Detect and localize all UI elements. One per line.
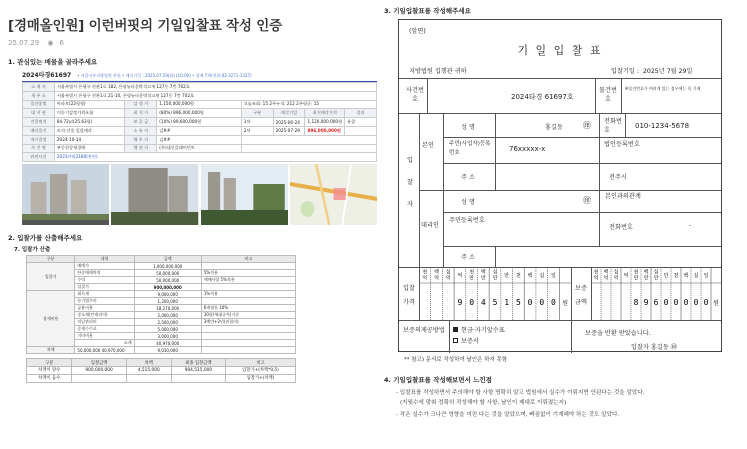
section3-title: 3. 기일입찰표를 작성해주세요 bbox=[384, 7, 471, 15]
note: ** 참고) 문서로 작성하여 날인은 하지 못함 bbox=[404, 357, 508, 363]
svg-text:백: 백 bbox=[527, 273, 533, 279]
deposit-method-label: 보증의제공방법 bbox=[403, 327, 445, 334]
svg-text:만: 만 bbox=[663, 273, 669, 279]
post-views: 6 bbox=[59, 39, 64, 47]
svg-text:천: 천 bbox=[515, 273, 521, 279]
svg-text:만: 만 bbox=[633, 275, 639, 282]
case-header bbox=[22, 70, 377, 82]
bid-price-digit: 4 bbox=[480, 298, 486, 307]
bid-price-label: 입찰가격 bbox=[403, 285, 415, 306]
agent-phone-label: 전화번호 bbox=[609, 224, 633, 231]
method-cash-option[interactable]: 현금·자기앞수표 bbox=[453, 325, 505, 334]
phone-label: 전화번호 bbox=[604, 118, 622, 134]
reflection-1: - 입찰표를 작성하면서 주의해야 할 사항 명확히 알고 법원에서 실수가 이뤄지면 안된다는 것을 알았다. bbox=[396, 390, 645, 396]
reflection-3: - 작은 실수가 크나큰 영향을 미친 다는 것을 알았으며, 빠짐없이 기재해야 하는 것도 알았다. bbox=[396, 412, 620, 418]
svg-text:억: 억 bbox=[445, 275, 451, 282]
return-text: 보증을 반환 받았습니다. bbox=[585, 330, 651, 337]
post-meta bbox=[8, 39, 369, 47]
svg-text:천: 천 bbox=[469, 269, 475, 276]
address-label: 주 소 bbox=[461, 174, 475, 181]
svg-text:억: 억 bbox=[603, 275, 609, 282]
address-value: 전주시 bbox=[609, 174, 627, 181]
location-map[interactable] bbox=[290, 164, 377, 225]
deposit-digit: 8 bbox=[633, 298, 639, 307]
bid-price-won: 원 bbox=[562, 300, 569, 307]
bid-date: 2025년 7월 29일 bbox=[643, 68, 693, 75]
svg-text:억: 억 bbox=[457, 273, 463, 279]
svg-text:백: 백 bbox=[643, 269, 649, 276]
id-value: 76xxxxx-x bbox=[509, 145, 546, 153]
auction-info bbox=[22, 70, 377, 225]
deposit-digit: 0 bbox=[673, 298, 679, 307]
right-panel bbox=[380, 0, 747, 449]
deposit-digit: 0 bbox=[703, 298, 709, 307]
deposit-grid bbox=[591, 267, 721, 320]
svg-text:일: 일 bbox=[703, 273, 709, 279]
svg-text:만: 만 bbox=[469, 275, 475, 282]
phone-value: 010-1234-5678 bbox=[635, 122, 690, 130]
deposit-digit: 6 bbox=[653, 298, 659, 307]
section4-title: 4. 기일입찰표를 작성해보면서 느낀점 bbox=[384, 376, 492, 384]
corp-id-label: 법인등록번호 bbox=[604, 141, 640, 148]
bidder-signature: 입찰자 홍길동 ㊞ bbox=[631, 344, 677, 351]
svg-text:십: 십 bbox=[653, 269, 659, 276]
property-photos bbox=[22, 164, 377, 225]
svg-text:십: 십 bbox=[492, 269, 498, 276]
svg-text:만: 만 bbox=[643, 275, 649, 282]
svg-text:억: 억 bbox=[623, 273, 629, 279]
checked-box-icon bbox=[453, 327, 458, 332]
section1-title: 1. 관심있는 매물을 골라주세요 bbox=[8, 58, 98, 66]
svg-text:억: 억 bbox=[422, 275, 428, 282]
deposit-digit: 9 bbox=[643, 298, 649, 307]
item-number-label: 물건번호 bbox=[599, 87, 617, 103]
svg-text:만: 만 bbox=[504, 273, 510, 279]
deposit-digit: 0 bbox=[693, 298, 699, 307]
agent-address-label: 주 소 bbox=[461, 254, 475, 261]
svg-text:천: 천 bbox=[593, 269, 599, 276]
svg-text:십: 십 bbox=[445, 269, 451, 276]
agent-phone-value: - bbox=[689, 222, 692, 229]
svg-text:백: 백 bbox=[480, 269, 486, 276]
post-title: [경매올인원] 이런버핏의 기일입찰표 작성 인증 bbox=[8, 18, 282, 34]
bidder-label: 입찰자 bbox=[407, 157, 413, 208]
case-title: 2024타경61697 bbox=[22, 72, 72, 79]
apartment-photo-3[interactable] bbox=[201, 164, 288, 225]
svg-text:십: 십 bbox=[693, 273, 699, 279]
case-number-label: 사건번호 bbox=[406, 87, 424, 103]
agent-label: 대리인 bbox=[421, 222, 439, 229]
section2-title: 2. 입찰가를 산출해주세요 bbox=[8, 234, 83, 243]
svg-text:백: 백 bbox=[683, 273, 689, 279]
form-title: 기 일 입 찰 표 bbox=[517, 44, 603, 57]
svg-text:억: 억 bbox=[434, 275, 439, 282]
apartment-photo-2[interactable] bbox=[111, 164, 198, 225]
method-bond-option[interactable]: 보증서 bbox=[453, 336, 479, 345]
bid-calc-table: 구분 내역 금액 비고 입찰가 매매가 1,000,000,000 단순매매차익 50,000,000 5%적용 수익 50,000,000 매매사업 5%적용 입찰가 900,000,000 상세비용 취득세 9,000,000 1%적용 등기법무비 1,200,000 공용비용 18,270,000 6개월분 10% 중도세(인테리어) 2,000,000 30평(세대규격)기준 미납관리비 2,500,000 3백만+2년(관철비) 중개수수료 5,000,000 기타비용 3,000,000 소계 40,970,000 차액 50,000,000 40,970,000 9,030,000 bbox=[26, 255, 296, 354]
bid-price-digit: 0 bbox=[551, 298, 556, 307]
agent-id-label: 주민등록번호 bbox=[449, 217, 485, 224]
reflection-2: (지웟수에 맞춰 정확히 작성해야 할 사항, 날인이 제대로 이뤄졌는지) bbox=[400, 400, 567, 406]
bid-date-label: 입찰기일 : bbox=[611, 68, 639, 75]
calc-subtitle: 7. 입찰가 산출 bbox=[14, 247, 51, 254]
case-links[interactable]: • 서울서부지방법원 본원 • 매각기일 : 2025.07.29(화) (10:00) • 경매 7계(전화:02-3271-1327) bbox=[77, 73, 252, 78]
svg-text:백: 백 bbox=[603, 269, 609, 276]
bid-price-digit: 0 bbox=[527, 298, 533, 307]
empty-box-icon bbox=[453, 338, 458, 343]
bid-price-digit: 9 bbox=[457, 298, 463, 307]
svg-text:십: 십 bbox=[539, 273, 545, 279]
form-front-label: (앞면) bbox=[409, 28, 426, 35]
bid-price-digit: 1 bbox=[504, 298, 510, 307]
relation-label: 본인과의관계 bbox=[605, 193, 641, 200]
svg-text:천: 천 bbox=[422, 269, 428, 276]
bid-price-grid bbox=[419, 267, 571, 320]
deposit-label: 보증금액 bbox=[575, 285, 587, 306]
agent-seal-icon: ㊞ bbox=[583, 196, 591, 205]
court-label: 지방법원 집행관 귀하 bbox=[409, 68, 467, 75]
svg-text:천: 천 bbox=[673, 273, 679, 279]
eye-icon: ◉ bbox=[47, 39, 54, 47]
deposit-digit: 0 bbox=[683, 298, 689, 307]
bid-price-digit: 0 bbox=[539, 298, 545, 307]
deposit-digit: 0 bbox=[663, 298, 669, 307]
seal-icon: ㊞ bbox=[583, 121, 591, 130]
svg-text:만: 만 bbox=[492, 275, 498, 282]
auction-info-table: 소 재 지 서울특별시 은평구 진관1로 182, 은평뉴타운박석고개 127동 7층 702호 새 주 소 서울특별시 은평구 진관1로 21-10, 은평뉴타운박석고개 127동 7층 702호 물건종별 아파트(22평형) 감 정 가 1,150,000,000원 오늘조회: 15 2주누적: 212 2주평균: 15 대 지 권 미등기감정가격포함 최 저 가 (80%) 896,000,000원 구분 매각기일 최저매각가격 결과 건물면적 84.72㎡(25.63평) 보 증 금 (10%) 89,600,000원 1차 2025-06-24 1,120,000,000원 유찰 매각물건 토지·건물 일괄매각 소 유 자 김## 2차 2025-07-29 896,000,000원 개시결정 2024-10-14 채 무 자 김## 사 건 명 부동산강제경매 채 권 자 (주)대신플래이던트 관련사건 2023카합2180(본안) bbox=[22, 82, 377, 162]
post-date: 25.07.29 bbox=[8, 39, 40, 47]
svg-text:백: 백 bbox=[434, 269, 439, 276]
svg-text:십: 십 bbox=[613, 269, 619, 276]
name-label: 성 명 bbox=[461, 124, 475, 131]
apartment-photo-1[interactable] bbox=[22, 164, 109, 225]
case-number: 2024타경 61697호 bbox=[511, 93, 574, 101]
bid-price-digit: 5 bbox=[515, 298, 521, 307]
bid-price-digit: 5 bbox=[492, 298, 498, 307]
bid-form bbox=[398, 19, 722, 352]
agent-name-label: 성 명 bbox=[461, 199, 475, 206]
svg-text:일: 일 bbox=[551, 273, 556, 279]
bid-price-digit: 0 bbox=[469, 298, 475, 307]
svg-text:억: 억 bbox=[613, 275, 619, 282]
final-bid-table: 구분 입찰금액 차액 최종 입찰금액 비고 차액이 양수 900,000,000 4,515,000 904,515,000 입찰가+(차액*0.5) 차액이 음수 입찰가+(차액) bbox=[26, 358, 296, 382]
svg-text:만: 만 bbox=[653, 275, 659, 282]
svg-text:억: 억 bbox=[593, 275, 599, 282]
name-value: 홍길동 bbox=[545, 124, 563, 131]
id-label: 주민(사업자)등록번호 bbox=[449, 141, 491, 156]
self-label: 본인 bbox=[422, 142, 434, 149]
item-number-note: ※물건번호가 여러개 있는 경우에는 꼭 기재 bbox=[625, 86, 701, 91]
deposit-won: 원 bbox=[713, 300, 719, 307]
svg-text:만: 만 bbox=[480, 275, 486, 282]
svg-text:천: 천 bbox=[633, 269, 639, 276]
